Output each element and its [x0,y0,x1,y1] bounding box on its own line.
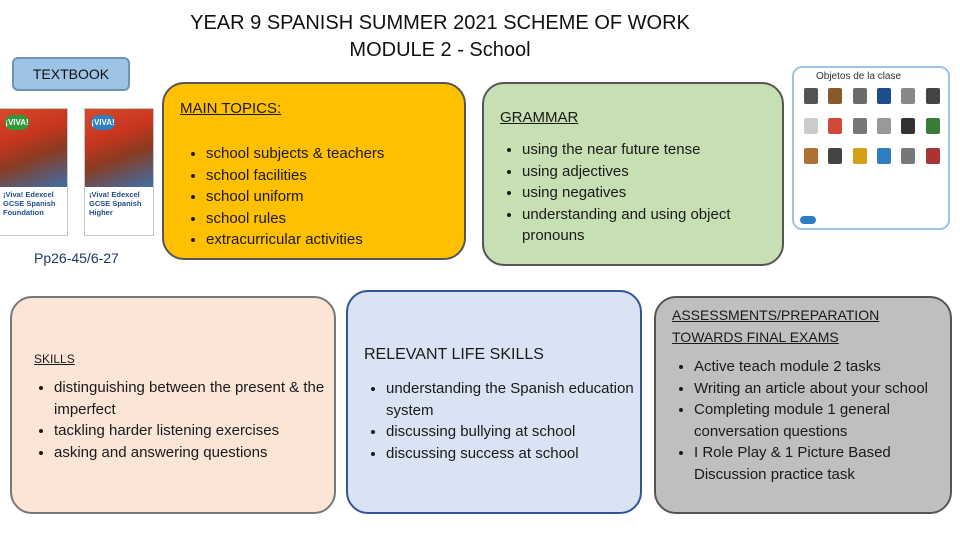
page-reference: Pp26-45/6-27 [34,250,119,266]
vocab-picture [873,88,895,116]
cover-badge: ¡VIVA! [5,115,29,130]
textbook-cover-foundation [0,108,68,236]
life-skills-panel [346,290,642,514]
page-title [150,10,730,64]
main-topics-panel [162,82,466,260]
vocab-picture [849,118,871,146]
classroom-object-icon [853,88,867,104]
vocab-picture [922,88,944,116]
vocab-picture [849,148,871,176]
vocab-picture [897,88,919,116]
vocab-grid [800,88,944,176]
life-skills-list [366,378,648,464]
vocab-picture [897,148,919,176]
publisher-logo [800,216,816,224]
list-item: • understanding and using object pronouns [522,204,784,247]
classroom-object-icon [804,148,818,164]
list-item: • tackling harder listening exercises [54,420,344,442]
classroom-object-icon [828,88,842,104]
grammar-heading: GRAMMAR [500,109,579,126]
cover-title: ¡Viva! Edexcel GCSE Spanish Higher [89,190,142,217]
grammar-panel [482,82,784,266]
vocab-picture [824,88,846,116]
vocab-picture [824,148,846,176]
assessments-heading: ASSESSMENTS/PREPARATION TOWARDS FINAL EXAMS [672,307,880,345]
list-item: • Active teach module 2 tasks [694,356,960,378]
life-skills-heading: RELEVANT LIFE SKILLS [364,346,544,363]
classroom-object-icon [828,148,842,164]
textbook-label: TEXTBOOK [12,57,130,91]
vocab-image-title: Objetos de la clase [816,71,902,82]
classroom-object-icon [804,88,818,104]
classroom-object-icon [926,148,940,164]
title-line-1: YEAR 9 SPANISH SUMMER 2021 SCHEME OF WORK [190,12,690,34]
assessments-list [674,356,960,485]
classroom-object-icon [901,118,915,134]
classroom-object-icon [926,88,940,104]
grammar-list [502,139,784,247]
list-item: • Completing module 1 general conversation questions [694,399,960,442]
cover-title: ¡Viva! Edexcel GCSE Spanish Foundation [3,190,56,217]
list-item: • using adjectives [522,161,784,183]
classroom-objects-image [792,66,950,230]
list-item: • using the near future tense [522,139,784,161]
main-topics-heading: MAIN TOPICS: [180,100,282,117]
vocab-picture [897,118,919,146]
classroom-object-icon [901,88,915,104]
cover-artwork [0,109,67,187]
list-item: • using negatives [522,182,784,204]
classroom-object-icon [853,118,867,134]
classroom-object-icon [877,88,891,104]
list-item: • discussing bullying at school [386,421,648,443]
classroom-object-icon [877,148,891,164]
cover-badge: ¡VIVA! [91,115,115,130]
cover-artwork [85,109,153,187]
list-item: • asking and answering questions [54,442,344,464]
classroom-object-icon [804,118,818,134]
vocab-picture [922,148,944,176]
classroom-object-icon [853,148,867,164]
classroom-object-icon [828,118,842,134]
vocab-picture [824,118,846,146]
list-item: • Writing an article about your school [694,378,960,400]
skills-list [34,377,344,463]
main-topics-list [186,143,476,251]
vocab-picture [800,88,822,116]
vocab-picture [873,118,895,146]
vocab-picture [800,118,822,146]
textbook-cover-higher [84,108,154,236]
skills-panel [10,296,336,514]
vocab-picture [800,148,822,176]
list-item: • discussing success at school [386,443,648,465]
list-item: • school uniform [206,186,476,208]
assessments-panel [654,296,952,514]
list-item: • extracurricular activities [206,229,476,251]
skills-heading: SKILLS [34,352,75,366]
vocab-picture [922,118,944,146]
list-item: • distinguishing between the present & the imperfect [54,377,344,420]
vocab-picture [849,88,871,116]
classroom-object-icon [877,118,891,134]
list-item: • school facilities [206,165,476,187]
list-item: • school subjects & teachers [206,143,476,165]
classroom-object-icon [901,148,915,164]
vocab-picture [873,148,895,176]
list-item: • understanding the Spanish education system [386,378,648,421]
classroom-object-icon [926,118,940,134]
list-item: • I Role Play & 1 Picture Based Discussion practice task [694,442,960,485]
list-item: • school rules [206,208,476,230]
title-line-2: MODULE 2 - School [349,39,531,61]
